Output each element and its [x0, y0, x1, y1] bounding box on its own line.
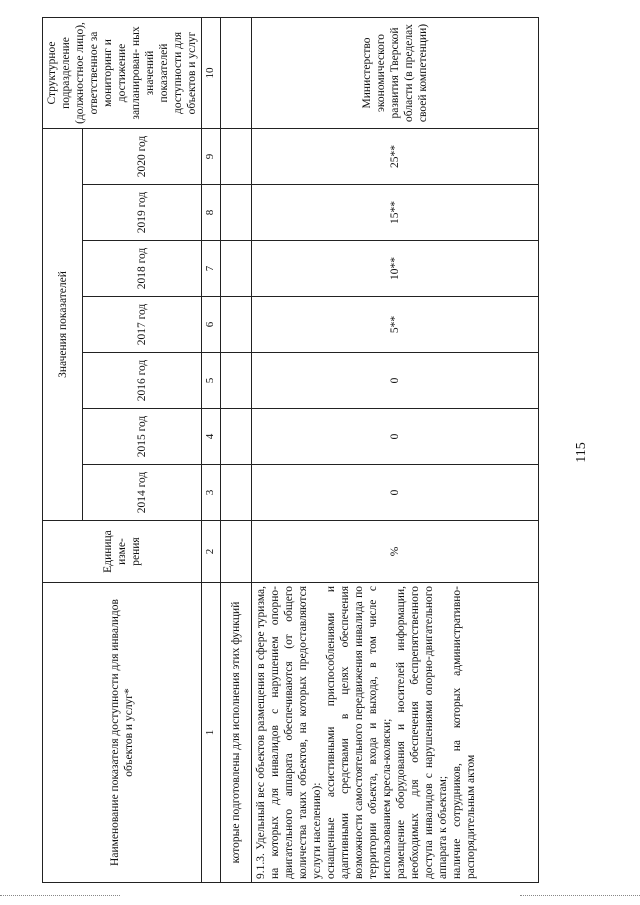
unit-cell: % — [252, 521, 539, 583]
value-cell-2019: 15** — [252, 185, 539, 241]
value-cell-2014: 0 — [252, 465, 539, 521]
indicator-paragraph: размещение оборудования и носителей информации, необходимых для обеспечения беспрепятственного доступа инвалидов с нарушениями опорно-двигательного аппарата к объектам; — [395, 586, 450, 879]
continuation-row — [221, 18, 252, 883]
column-number: 4 — [202, 409, 221, 465]
header-values-group: Значения показателей — [43, 129, 83, 521]
column-number: 3 — [202, 465, 221, 521]
header-year: 2015 год — [83, 409, 202, 465]
indicator-paragraph: 9.1.3. Удельный вес объектов размещения в сфере туризма, на которых для инвалидов с нарушением опорно-двигательного аппарата обеспечиваются (от общего количества таких объектов, на которых предоставляются услуги населению): — [255, 586, 324, 879]
scan-edge-line — [520, 895, 640, 896]
value-cell-2018: 10** — [252, 241, 539, 297]
value-cell-2015: 0 — [252, 409, 539, 465]
header-responsible: Структурное подразделение (должностное лицо), ответственное за мониторинг и достижение запланирован- ных значений показателей доступности для объектов и услуг — [43, 18, 202, 129]
indicator-paragraph: оснащенные ассистивными приспособлениями и адаптивными средствами в целях обеспечения возможности самостоятельного передвижения инвалида по территории объекта, входа и выхода, в том числе с использованием кресла-коляски; — [325, 586, 394, 879]
indicator-name-cell — [252, 583, 539, 883]
column-number: 1 — [202, 583, 221, 883]
value-cell-2020: 25** — [252, 129, 539, 185]
header-unit: Единица изме- рения — [43, 521, 202, 583]
header-indicator-name: Наименование показателя доступности для инвалидов объектов и услуг* — [43, 583, 202, 883]
column-number: 6 — [202, 297, 221, 353]
header-year: 2020 год — [83, 129, 202, 185]
value-cell-2017: 5** — [252, 297, 539, 353]
column-number: 8 — [202, 185, 221, 241]
page-number: 115 — [574, 442, 589, 463]
value-cell-2016: 0 — [252, 353, 539, 409]
continuation-text: которые подготовлены для исполнения этих функций — [221, 583, 252, 883]
column-number: 9 — [202, 129, 221, 185]
header-year: 2014 год — [83, 465, 202, 521]
responsible-cell: Министерство экономического развития Тверской области (в пределах своей компетенции) — [252, 18, 539, 129]
scan-edge-line — [0, 895, 120, 896]
header-year: 2017 год — [83, 297, 202, 353]
indicator-paragraph: наличие сотрудников, на которых административно-распорядительным актом — [451, 586, 478, 879]
column-number: 10 — [202, 18, 221, 129]
indicator-table — [42, 17, 539, 883]
column-number: 5 — [202, 353, 221, 409]
header-year: 2018 год — [83, 241, 202, 297]
column-number: 7 — [202, 241, 221, 297]
header-year: 2016 год — [83, 353, 202, 409]
header-row-1 — [43, 18, 83, 883]
column-number: 2 — [202, 521, 221, 583]
indicator-row-9-1-3 — [252, 18, 539, 883]
column-number-row — [202, 18, 221, 883]
header-year: 2019 год — [83, 185, 202, 241]
